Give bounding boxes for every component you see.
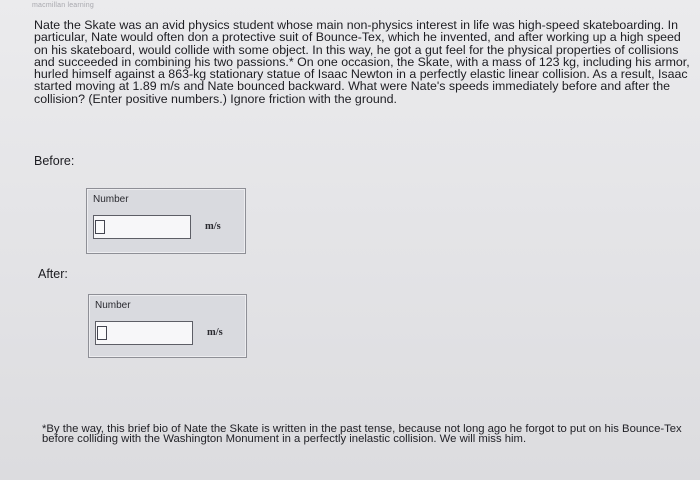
before-speed-input[interactable]	[93, 215, 191, 239]
after-label: After:	[38, 267, 68, 281]
after-input-cursor	[97, 326, 107, 340]
problem-statement: Nate the Skate was an avid physics student whose main non-physics interest in life was high-speed skateboarding. In particular, Nate would often don a protective suit of Bounce-Tex, which he invented, and after working up a high speed on his skateboard, would collide with some object. In this way, he got a gut feel for the physical properties of collisions and succeeded in combining his two passions.* On one occasion, the Skate, with a mass of 123 kg, including his armor, hurled himself against a 863-kg stationary statue of Isaac Newton in a perfectly elastic linear collision. As a result, Isaac started moving at 1.89 m/s and Nate bounced backward. What were Nate's speeds immediately before and after the collision? (Enter positive numbers.) Ignore friction with the ground.	[34, 18, 690, 106]
before-input-cursor	[95, 220, 105, 234]
before-answer-box	[86, 188, 246, 254]
before-unit-label: m/s	[205, 221, 221, 232]
after-answer-box	[88, 294, 247, 358]
before-number-caption: Number	[93, 194, 129, 205]
after-speed-input[interactable]	[95, 321, 193, 345]
footnote: *By the way, this brief bio of Nate the Skate is written in the past tense, because not long ago he forgot to put on his Bounce-Tex before colliding with the Washington Monument in a perfectly inelastic collision. We will miss him.	[42, 423, 682, 446]
after-number-caption: Number	[95, 300, 131, 311]
brand-logo-text: macmillan learning	[32, 2, 94, 9]
before-label: Before:	[34, 154, 75, 168]
after-unit-label: m/s	[207, 327, 223, 338]
